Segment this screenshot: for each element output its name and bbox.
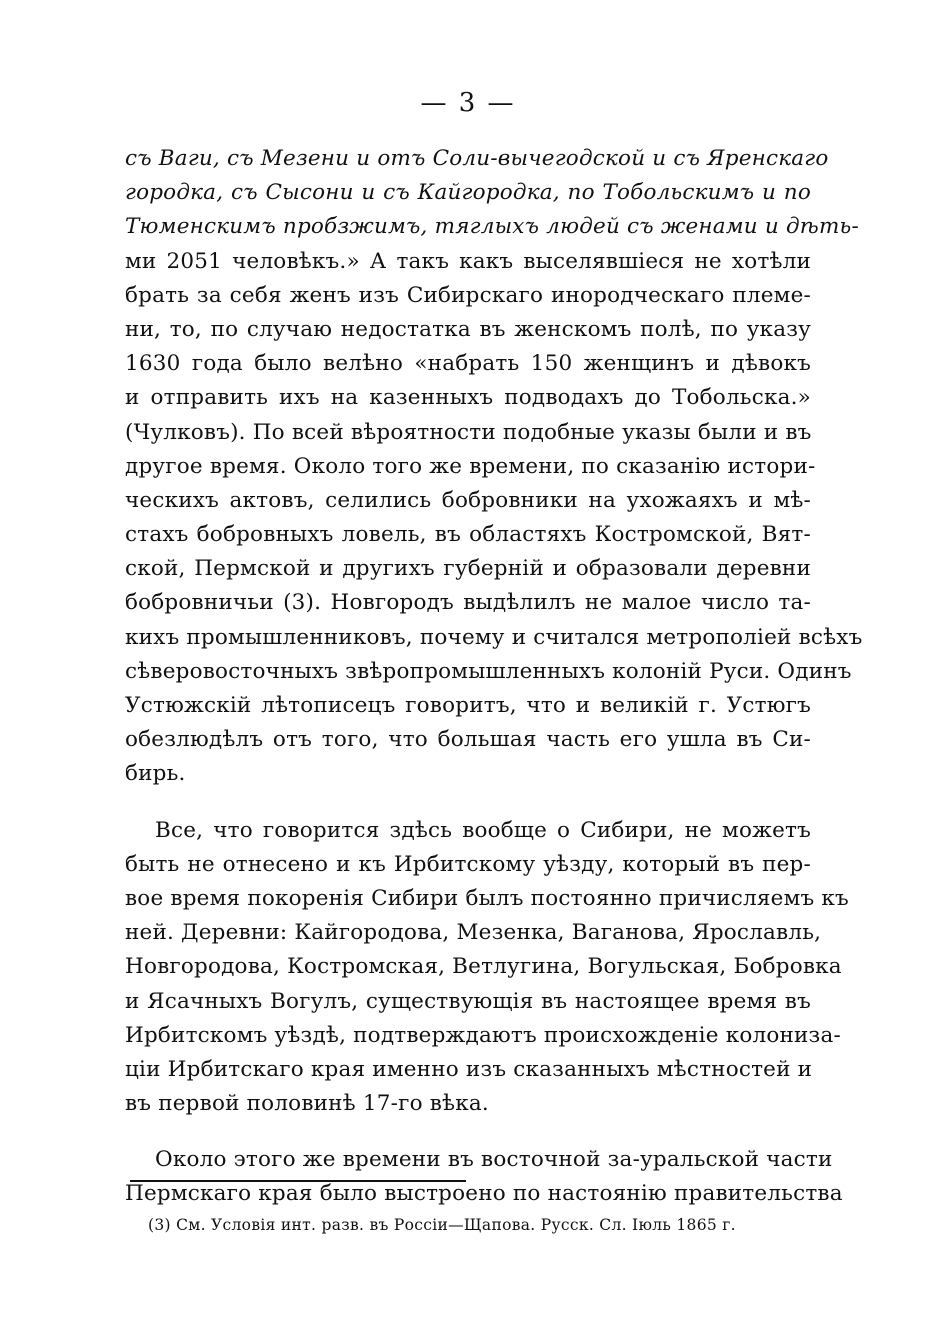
paragraph-gap: [125, 792, 811, 814]
text-line: (Чулковъ). По всей вѣроятности подобные указы были и въ: [125, 419, 812, 445]
text-line: обезлюдѣлъ отъ того, что большая часть его ушла въ Си-: [125, 727, 811, 753]
text-line: 1630 года было велѣно «набрать 150 женщинъ и дѣвокъ: [125, 351, 811, 377]
text-line: стахъ бобровныхъ ловель, въ областяхъ Костромской, Вят-: [125, 522, 811, 548]
text-line: другое время. Около того же времени, по сказанiю истори-: [125, 453, 816, 479]
text-line: и Ясачныхъ Вогулъ, существующiя въ настоящее время въ: [125, 988, 811, 1014]
footnote: (3) См. Условiя инт. разв. въ Россiи—Щапова. Русск. Сл. Iюль 1865 г.: [148, 1216, 736, 1234]
text-line: съ Ваги, съ Мезени и отъ Соли-вычегодской и съ Яренскаго: [125, 146, 829, 171]
body-text: [125, 142, 863, 1212]
text-line: ческихъ актовъ, селились бобровники на ухожаяхъ и мѣ-: [125, 487, 811, 513]
text-line: и отправить ихъ на казенныхъ подводахъ до Тобольска.»: [125, 385, 811, 411]
text-line: Новгородова, Костромская, Ветлугина, Вогульская, Бобровка: [125, 954, 842, 980]
text-line: ни, то, по случаю недостатка въ женскомъ полѣ, по указу: [125, 316, 811, 342]
text-line: Пермскаго края было выстроено по настоянiю правительства: [125, 1181, 843, 1207]
text-line: Устюжскiй лѣтописецъ говоритъ, что и великiй г. Устюгъ: [125, 693, 811, 718]
footnote-divider: [130, 1180, 466, 1182]
text-line: городка, съ Сысони и съ Кайгородка, по Тобольскимъ и по: [125, 180, 811, 206]
text-line: ми 2051 человѣкъ.» А такъ какъ выселявшiеся не хотѣли: [125, 248, 811, 274]
text-line: Тюменскимъ пробзжимъ, тяглыхъ людей съ женами и дѣть-: [125, 214, 859, 240]
text-line: Все, что говорится здѣсь вообще о Сибири, не можетъ: [155, 817, 811, 843]
text-line: кихъ промышленниковъ, почему и считался метрополiей всѣхъ: [125, 624, 863, 650]
text-line: въ первой половинѣ 17-го вѣка.: [125, 1091, 489, 1117]
text-line: цiи Ирбитскаго края именно изъ сказанныхъ мѣстностей и: [125, 1056, 813, 1082]
text-line: брать за себя женъ изъ Сибирскаго инородческаго племе-: [125, 282, 811, 308]
text-line: бобровничьи (3). Новгородъ выдѣлилъ не малое число та-: [125, 590, 811, 616]
paragraph-gap: [125, 1121, 811, 1143]
text-line: ней. Деревни: Кайгородова, Мезенка, Ваганова, Ярославль,: [125, 920, 822, 946]
text-line: Около этого же времени въ восточной за-уральской части: [155, 1147, 833, 1173]
text-line: быть не отнесено и къ Ирбитскому уѣзду, который въ пер-: [125, 851, 811, 877]
text-line: ской, Пермской и другихъ губернiй и образовали деревни: [125, 556, 811, 582]
text-line: Ирбитскомъ уѣздѣ, подтверждаютъ происхожденiе колониза-: [125, 1022, 841, 1048]
text-line: сѣверовосточныхъ звѣропромышленныхъ колонiй Руси. Одинъ: [125, 658, 852, 684]
text-line: вое время покоренiя Сибири былъ постоянно причисляемъ къ: [125, 885, 849, 911]
page-number: — 3 —: [420, 88, 516, 118]
text-line: бирь.: [125, 761, 186, 787]
